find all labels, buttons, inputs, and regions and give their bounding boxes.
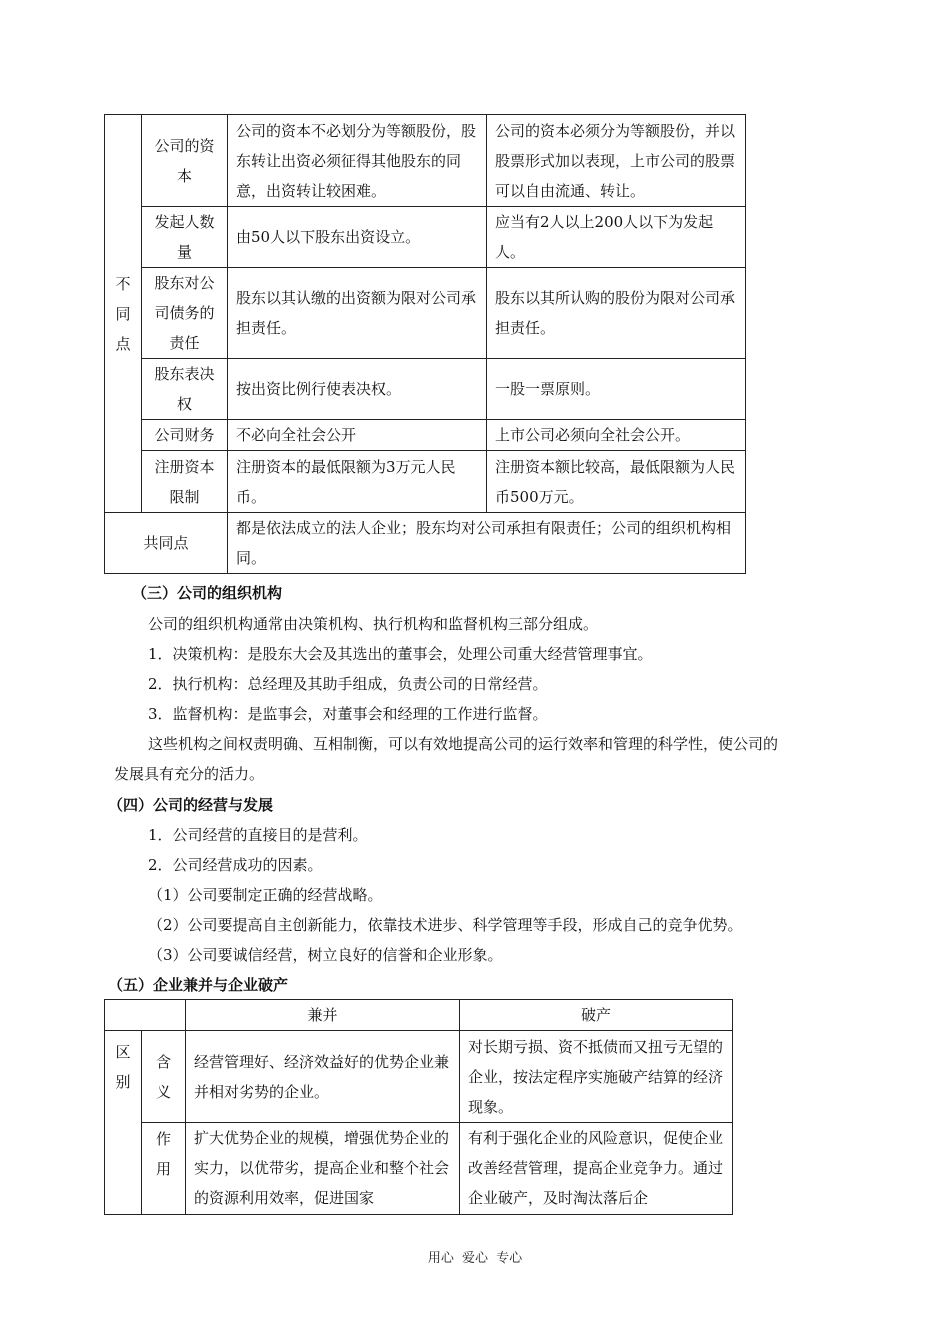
- section-3-paragraph-line-2: 发展具有充分的活力。: [114, 765, 265, 783]
- section-4-heading: （四）公司的经营与发展: [108, 796, 274, 814]
- table-row: [105, 359, 746, 420]
- section-3-item-1: 1．决策机构：是股东大会及其选出的董事会，处理公司重大经营管理事宜。: [148, 645, 653, 663]
- group-label-text: 不同点: [115, 274, 131, 353]
- page-footer: 用心 爱心 专心: [427, 1251, 523, 1266]
- llc-cell: 注册资本的最低限额为3万元人民币。: [228, 451, 487, 513]
- header-merger: 兼并: [186, 1000, 460, 1031]
- company-comparison-table: [104, 114, 746, 574]
- joint-stock-cell: 应当有2人以上200人以下为发起人。: [487, 207, 746, 268]
- section-3-item-2: 2．执行机构：总经理及其助手组成，负责公司的日常经营。: [148, 675, 548, 693]
- llc-cell: 按出资比例行使表决权。: [228, 359, 487, 420]
- group-label-difference: [105, 1031, 142, 1215]
- joint-stock-cell: 上市公司必须向全社会公开。: [487, 420, 746, 451]
- table-row: [105, 1031, 733, 1123]
- header-bankruptcy: 破产: [460, 1000, 733, 1031]
- row-label-text: 含义: [156, 1052, 172, 1101]
- joint-stock-cell: 公司的资本必须分为等额股份，并以股票形式加以表现，上市公司的股票可以自由流通、转让。: [487, 115, 746, 207]
- common-text: 都是依法成立的法人企业；股东均对公司承担有限责任；公司的组织机构相同。: [228, 513, 746, 574]
- table-row: [105, 207, 746, 268]
- joint-stock-cell: 一股一票原则。: [487, 359, 746, 420]
- common-label: 共同点: [105, 513, 228, 574]
- table-row: [105, 268, 746, 359]
- row-label-meaning: [142, 1031, 186, 1123]
- corner-cell: [105, 1000, 186, 1031]
- bankruptcy-function-cell: 有利于强化企业的风险意识，促使企业改善经营管理，提高企业竞争力。通过企业破产，及时淘汰落后企: [460, 1123, 733, 1215]
- row-label: 股东表决权: [142, 359, 228, 420]
- section-3-paragraph-line-1: 这些机构之间权责明确、互相制衡，可以有效地提高公司的运行效率和管理的科学性，使公司的: [148, 735, 779, 753]
- table-row: [105, 1123, 733, 1215]
- section-4-sub-2: （2）公司要提高自主创新能力，依靠技术进步、科学管理等手段，形成自己的竞争优势。: [148, 916, 743, 934]
- row-label: 注册资本限制: [142, 451, 228, 513]
- row-label: 股东对公司债务的责任: [142, 268, 228, 359]
- row-label-function: [142, 1123, 186, 1215]
- table-header-row: [105, 1000, 733, 1031]
- row-label: 公司的资本: [142, 115, 228, 207]
- llc-cell: 股东以其认缴的出资额为限对公司承担责任。: [228, 268, 487, 359]
- joint-stock-cell: 注册资本额比较高，最低限额为人民币500万元。: [487, 451, 746, 513]
- row-label: 发起人数量: [142, 207, 228, 268]
- row-label-text: 作用: [156, 1130, 172, 1178]
- section-4-item-1: 1．公司经营的直接目的是营利。: [148, 826, 368, 844]
- llc-cell: 由50人以下股东出资设立。: [228, 207, 487, 268]
- row-label: 公司财务: [142, 420, 228, 451]
- table-row: [105, 115, 746, 207]
- merger-bankruptcy-table: [104, 999, 733, 1215]
- section-4-item-2: 2．公司经营成功的因素。: [148, 856, 323, 874]
- section-3-item-3: 3．监督机构：是监事会，对董事会和经理的工作进行监督。: [148, 705, 548, 723]
- table-row: [105, 451, 746, 513]
- bankruptcy-meaning-cell: 对长期亏损、资不抵债而又扭亏无望的企业，按法定程序实施破产结算的经济现象。: [460, 1031, 733, 1123]
- joint-stock-cell: 股东以其所认购的股份为限对公司承担责任。: [487, 268, 746, 359]
- merger-function-cell: 扩大优势企业的规模，增强优势企业的实力，以优带劣，提高企业和整个社会的资源利用效率，促进国家: [186, 1123, 460, 1215]
- section-3-intro: 公司的组织机构通常由决策机构、执行机构和监督机构三部分组成。: [148, 615, 599, 633]
- group-label-differences: [105, 115, 142, 513]
- llc-cell: 不必向全社会公开: [228, 420, 487, 451]
- group-label-text: 区别: [115, 1043, 131, 1091]
- llc-cell: 公司的资本不必划分为等额股份，股东转让出资必须征得其他股东的同意，出资转让较困难。: [228, 115, 487, 207]
- section-4-sub-1: （1）公司要制定正确的经营战略。: [148, 886, 383, 904]
- table-row: [105, 420, 746, 451]
- section-3-heading: （三）公司的组织机构: [132, 584, 283, 602]
- table-row: [105, 513, 746, 574]
- section-5-heading: （五）企业兼并与企业破产: [108, 976, 289, 994]
- merger-meaning-cell: 经营管理好、经济效益好的优势企业兼并相对劣势的企业。: [186, 1031, 460, 1123]
- section-4-sub-3: （3）公司要诚信经营，树立良好的信誉和企业形象。: [148, 946, 503, 964]
